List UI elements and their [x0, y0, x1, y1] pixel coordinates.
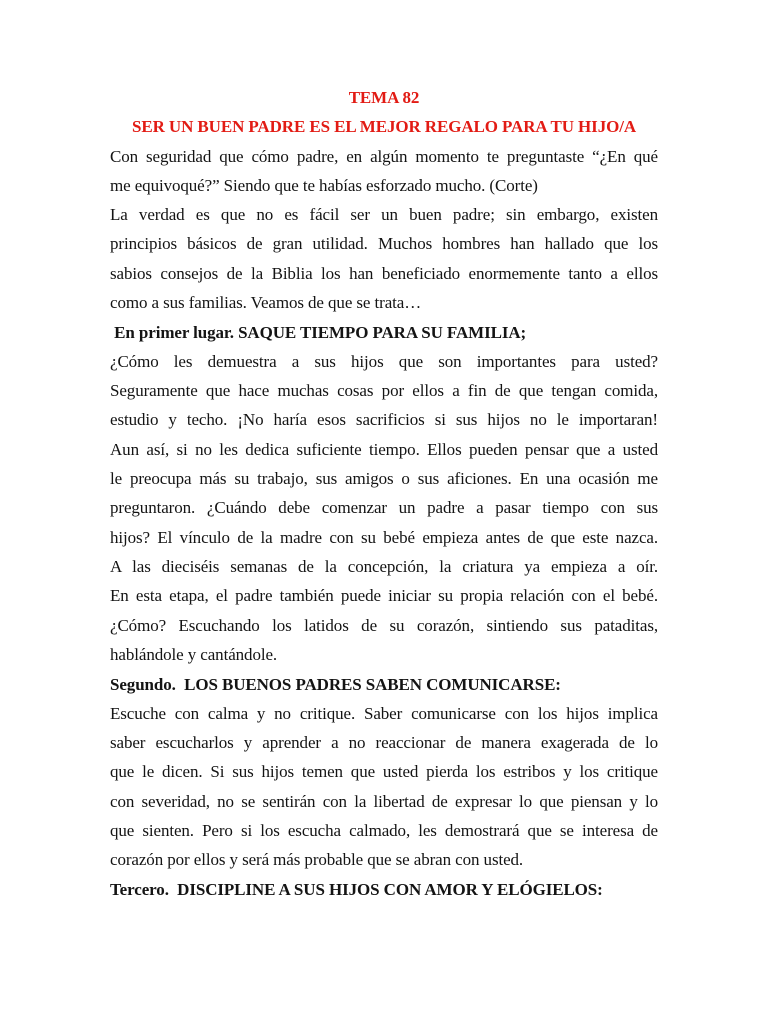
section-1-line: ¿Cómo? Escuchando los latidos de su corazón, sintiendo sus pataditas,: [110, 616, 658, 635]
section-2-heading: Segundo. LOS BUENOS PADRES SABEN COMUNICARSE:: [110, 675, 561, 694]
section-1-line: hablándole y cantándole.: [110, 645, 278, 664]
section-1-line: estudio y techo. ¡No haría esos sacrificios si sus hijos no le importaran!: [110, 410, 658, 429]
section-3-heading: Tercero. DISCIPLINE A SUS HIJOS CON AMOR Y ELÓGIELOS:: [110, 880, 603, 899]
section-1-line: le preocupa más su trabajo, sus amigos o sus aficiones. En una ocasión me: [110, 469, 658, 488]
intro-line: La verdad es que no es fácil ser un buen padre; sin embargo, existen: [110, 205, 658, 224]
section-1-line: En esta etapa, el padre también puede iniciar su propia relación con el bebé.: [110, 586, 658, 605]
section-1-line: ¿Cómo les demuestra a sus hijos que son importantes para usted?: [110, 352, 658, 371]
section-2-line: con severidad, no se sentirán con la libertad de expresar lo que piensan y lo: [110, 792, 658, 811]
section-2-line: que sienten. Pero si los escucha calmado, les demostrará que se interesa de: [110, 821, 658, 840]
section-1-heading: En primer lugar. SAQUE TIEMPO PARA SU FAMILIA;: [110, 323, 527, 342]
intro-line: Con seguridad que cómo padre, en algún momento te preguntaste “¿En qué: [110, 147, 658, 166]
section-1-line: preguntaron. ¿Cuándo debe comenzar un padre a pasar tiempo con sus: [110, 498, 658, 517]
section-2-line: saber escucharlos y aprender a no reaccionar de manera exagerada de lo: [110, 733, 658, 752]
intro-line: sabios consejos de la Biblia los han beneficiado enormemente tanto a ellos: [110, 264, 658, 283]
section-2-line: Escuche con calma y no critique. Saber comunicarse con los hijos implica: [110, 704, 658, 723]
intro-line: como a sus familias. Veamos de que se trata…: [110, 293, 422, 312]
document-title: SER UN BUEN PADRE ES EL MEJOR REGALO PARA TU HIJO/A: [131, 117, 637, 136]
section-2-line: que le dicen. Si sus hijos temen que usted pierda los estribos y los critique: [110, 762, 658, 781]
section-2-line: corazón por ellos y será más probable que se abran con usted.: [110, 850, 524, 869]
section-1-line: Aun así, si no les dedica suficiente tiempo. Ellos pueden pensar que a usted: [110, 440, 658, 459]
section-1-line: A las dieciséis semanas de la concepción, la criatura ya empieza a oír.: [110, 557, 658, 576]
theme-number: TEMA 82: [348, 88, 420, 107]
intro-line: me equivoqué?” Siendo que te habías esforzado mucho. (Corte): [110, 176, 538, 195]
intro-line: principios básicos de gran utilidad. Muchos hombres han hallado que los: [110, 234, 658, 253]
section-1-line: Seguramente que hace muchas cosas por ellos a fin de que tengan comida,: [110, 381, 658, 400]
section-1-line: hijos? El vínculo de la madre con su bebé empieza antes de que este nazca.: [110, 528, 658, 547]
